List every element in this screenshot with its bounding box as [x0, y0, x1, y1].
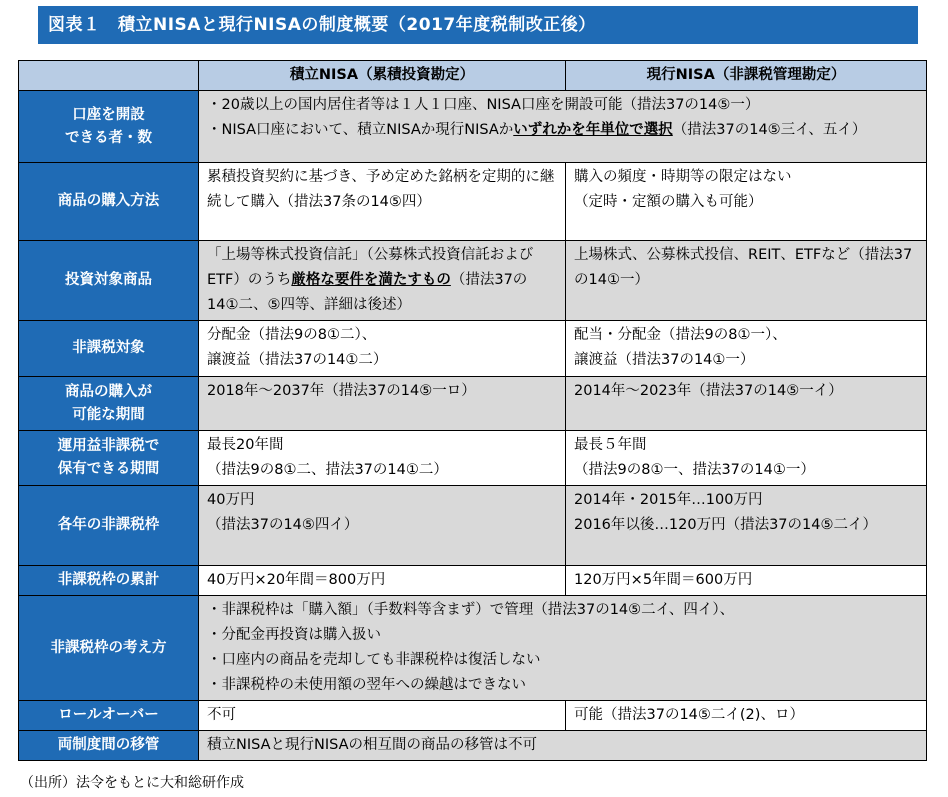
row-period	[19, 377, 927, 431]
total-current-cell: 120万円×5年間＝600万円	[566, 566, 927, 596]
purchase-tsumitate-cell: 累積投資契約に基づき、予め定めた銘柄を定期的に継続して購入（措法37条の14⑤四）	[199, 163, 566, 241]
row-concept	[19, 596, 927, 701]
row-rollover	[19, 701, 927, 731]
header-blank-cell	[19, 61, 199, 91]
account-line-2	[207, 118, 918, 143]
annual-current-line-2: 2016年以後…120万円（措法37の14⑤二イ）	[574, 517, 877, 533]
holding-tsumitate-cell	[199, 431, 566, 486]
table-header-row	[19, 61, 927, 91]
row-taxfree	[19, 321, 927, 377]
account-line-2-pre: ・NISA口座において、積立NISAか現行NISAか	[207, 122, 514, 138]
label-line: できる者・数	[65, 129, 152, 146]
row-label-transfer: 両制度間の移管	[19, 731, 199, 761]
annual-current-line-1: 2014年・2015年…100万円	[574, 492, 763, 508]
row-label-products: 投資対象商品	[19, 241, 199, 321]
concept-line-4: ・非課税枠の未使用額の翌年への繰越はできない	[207, 677, 526, 693]
source-note: （出所）法令をもとに大和総研作成	[20, 775, 244, 791]
purchase-current-cell	[566, 163, 927, 241]
total-tsumitate-cell: 40万円×20年間＝800万円	[199, 566, 566, 596]
products-emphasis: 厳格な要件を満たすもの	[291, 272, 451, 288]
annual-tsumitate-cell	[199, 486, 566, 566]
account-cell	[199, 91, 927, 163]
label-line: 口座を開設	[72, 106, 145, 123]
annual-tsumitate-line-1: 40万円	[207, 492, 255, 508]
holding-tsumitate-line-1: 最長20年間	[207, 437, 284, 453]
products-tsumitate-cell	[199, 241, 566, 321]
taxfree-current-line-1: 配当・分配金（措法9の8①一）、	[574, 327, 787, 343]
holding-tsumitate-line-2: （措法9の8①二、措法37の14①二）	[207, 462, 448, 478]
label-line: 可能な期間	[72, 406, 145, 423]
nisa-comparison-table	[18, 60, 927, 761]
taxfree-tsumitate-line-2: 譲渡益（措法37の14①二）	[207, 352, 388, 368]
holding-current-line-2: （措法9の8①一、措法37の14①一）	[574, 462, 815, 478]
row-label-account	[19, 91, 199, 163]
concept-cell	[199, 596, 927, 701]
taxfree-tsumitate-line-1: 分配金（措法9の8①二）、	[207, 327, 377, 343]
transfer-cell: 積立NISAと現行NISAの相互間の商品の移管は不可	[199, 731, 927, 761]
period-current-cell: 2014年～2023年（措法37の14⑤一イ）	[566, 377, 927, 431]
label-line: 商品の購入が	[65, 383, 152, 400]
products-post: （措法37の14①二、⑤四等、詳細は後述）	[207, 272, 528, 313]
row-transfer	[19, 731, 927, 761]
row-annual	[19, 486, 927, 566]
row-label-period	[19, 377, 199, 431]
account-line-2-emphasis: いずれかを年単位で選択	[513, 122, 673, 138]
annual-tsumitate-line-2: （措法37の14⑤四イ）	[207, 517, 359, 533]
row-label-purchase: 商品の購入方法	[19, 163, 199, 241]
label-line: 運用益非課税で	[57, 438, 160, 454]
holding-current-cell	[566, 431, 927, 486]
products-pre: 「上場等株式投資信託」（公募株式投資信託およびETF）のうち	[207, 247, 534, 288]
header-current-nisa: 現行NISA（非課税管理勘定）	[566, 61, 927, 91]
products-current-cell: 上場株式、公募株式投信、REIT、ETFなど（措法37の14①一）	[566, 241, 927, 321]
annual-current-cell	[566, 486, 927, 566]
account-line-2-post: （措法37の14⑤三イ、五イ）	[672, 122, 867, 138]
purchase-current-line-1: 購入の頻度・時期等の限定はない	[574, 169, 792, 185]
concept-line-2: ・分配金再投資は購入扱い	[207, 627, 381, 643]
concept-line-1: ・非課税枠は「購入額」（手数料等含まず）で管理（措法37の14⑤二イ、四イ）、	[207, 602, 735, 618]
row-label-holding	[19, 431, 199, 486]
holding-current-line-1: 最長５年間	[574, 437, 647, 453]
period-tsumitate-cell: 2018年～2037年（措法37の14⑤一ロ）	[199, 377, 566, 431]
row-account	[19, 91, 927, 163]
row-total	[19, 566, 927, 596]
rollover-tsumitate-cell: 不可	[199, 701, 566, 731]
purchase-current-line-2: （定時・定額の購入も可能）	[574, 194, 763, 210]
row-purchase	[19, 163, 927, 241]
page-title: 図表１ 積立NISAと現行NISAの制度概要（2017年度税制改正後）	[38, 6, 918, 44]
row-label-total: 非課税枠の累計	[19, 566, 199, 596]
row-holding	[19, 431, 927, 486]
account-line-1: ・20歳以上の国内居住者等は１人１口座、NISA口座を開設可能（措法37の14⑤一）	[207, 97, 760, 113]
rollover-current-cell: 可能（措法37の14⑤二イ(2)、ロ）	[566, 701, 927, 731]
taxfree-current-cell	[566, 321, 927, 377]
row-products	[19, 241, 927, 321]
concept-line-3: ・口座内の商品を売却しても非課税枠は復活しない	[207, 652, 541, 668]
taxfree-tsumitate-cell	[199, 321, 566, 377]
row-label-annual: 各年の非課税枠	[19, 486, 199, 566]
row-label-concept: 非課税枠の考え方	[19, 596, 199, 701]
header-tsumitate-nisa: 積立NISA（累積投資勘定）	[199, 61, 566, 91]
taxfree-current-line-2: 譲渡益（措法37の14①一）	[574, 352, 755, 368]
row-label-rollover: ロールオーバー	[19, 701, 199, 731]
row-label-taxfree: 非課税対象	[19, 321, 199, 377]
label-line: 保有できる期間	[57, 461, 160, 477]
